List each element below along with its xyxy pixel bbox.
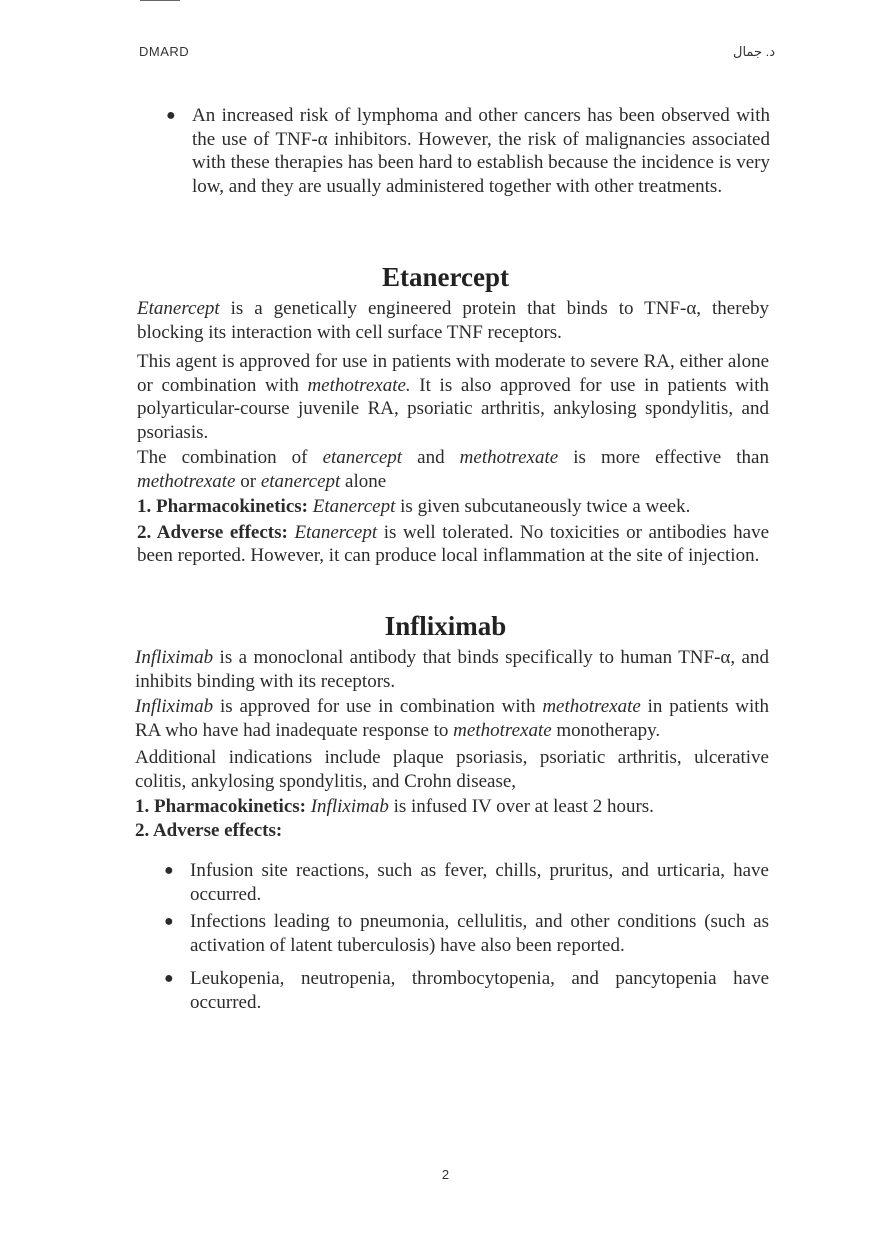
adverse-bullet-text: Infections leading to pneumonia, cellulitis, and other conditions (such as activation of latent tuberculosis) have also been reported. — [190, 911, 769, 956]
adverse-bullet-text: Infusion site reactions, such as fever, chills, pruritus, and urticaria, have occurred. — [190, 860, 769, 905]
bullet-icon: ● — [164, 913, 174, 930]
etanercept-adverse-effects: 2. Adverse effects: Etanercept is well tolerated. No toxicities or antibodies have been reported. However, it can produce local inflammation at the site of injection. — [137, 521, 770, 566]
adverse-bullet-text: Leukopenia, neutropenia, thrombocytopenia, and pancytopenia have occurred. — [190, 968, 769, 1013]
infliximab-p1: Infliximab is a monoclonal antibody that binds specifically to human TNF-α, and inhibits binding with its receptors. — [135, 647, 769, 692]
bullet-icon: ● — [164, 970, 174, 987]
header-left: DMARD — [139, 44, 190, 59]
etanercept-p1: Etanercept is a genetically engineered protein that binds to TNF-α, thereby blocking its interaction with cell surface TNF receptors. — [137, 298, 769, 343]
etanercept-p2: This agent is approved for use in patients with moderate to severe RA, either alone or combination with methotrexate. It is also approved for use in patients with polyarticular-course juvenile RA, psoriatic arthritis, ankylosing spondylitis, and psoriasis. — [137, 351, 769, 443]
infliximab-adverse-effects-label: 2. Adverse effects: — [135, 819, 283, 841]
scan-artifact — [140, 0, 180, 1]
infliximab-title: Infliximab — [384, 611, 507, 641]
etanercept-title: Etanercept — [382, 262, 509, 292]
infliximab-p2: Infliximab is approved for use in combination with methotrexate in patients with RA who have had inadequate response to methotrexate monotherapy. — [135, 696, 770, 741]
intro-bullet — [166, 104, 770, 198]
infliximab-pharmacokinetics: 1. Pharmacokinetics: Infliximab is infused IV over at least 2 hours. — [135, 796, 654, 817]
etanercept-p3: The combination of etanercept and methotrexate is more effective than methotrexate or etanercept alone — [137, 447, 769, 492]
bullet-icon: ● — [166, 107, 176, 124]
etanercept-section — [137, 297, 769, 568]
infliximab-section — [135, 646, 769, 842]
intro-bullet-text: An increased risk of lymphoma and other cancers has been observed with the use of TNF-α inhibitors. However, the risk of malignancies associated with these therapies has been hard to establish because the incidence is very low, and they are usually administered together with other treatments. — [192, 105, 770, 197]
page-number: 2 — [441, 1167, 450, 1182]
infliximab-p3: Additional indications include plaque psoriasis, psoriatic arthritis, ulcerative colitis, ankylosing spondylitis, and Crohn disease, — [135, 747, 769, 792]
adverse-bullet-3 — [164, 967, 769, 1014]
header-right: د. جمال — [733, 44, 775, 59]
adverse-bullet-1 — [164, 859, 769, 906]
etanercept-pharmacokinetics: 1. Pharmacokinetics: Etanercept is given subcutaneously twice a week. — [137, 496, 691, 517]
adverse-bullet-2 — [164, 910, 769, 957]
bullet-icon: ● — [164, 862, 174, 879]
